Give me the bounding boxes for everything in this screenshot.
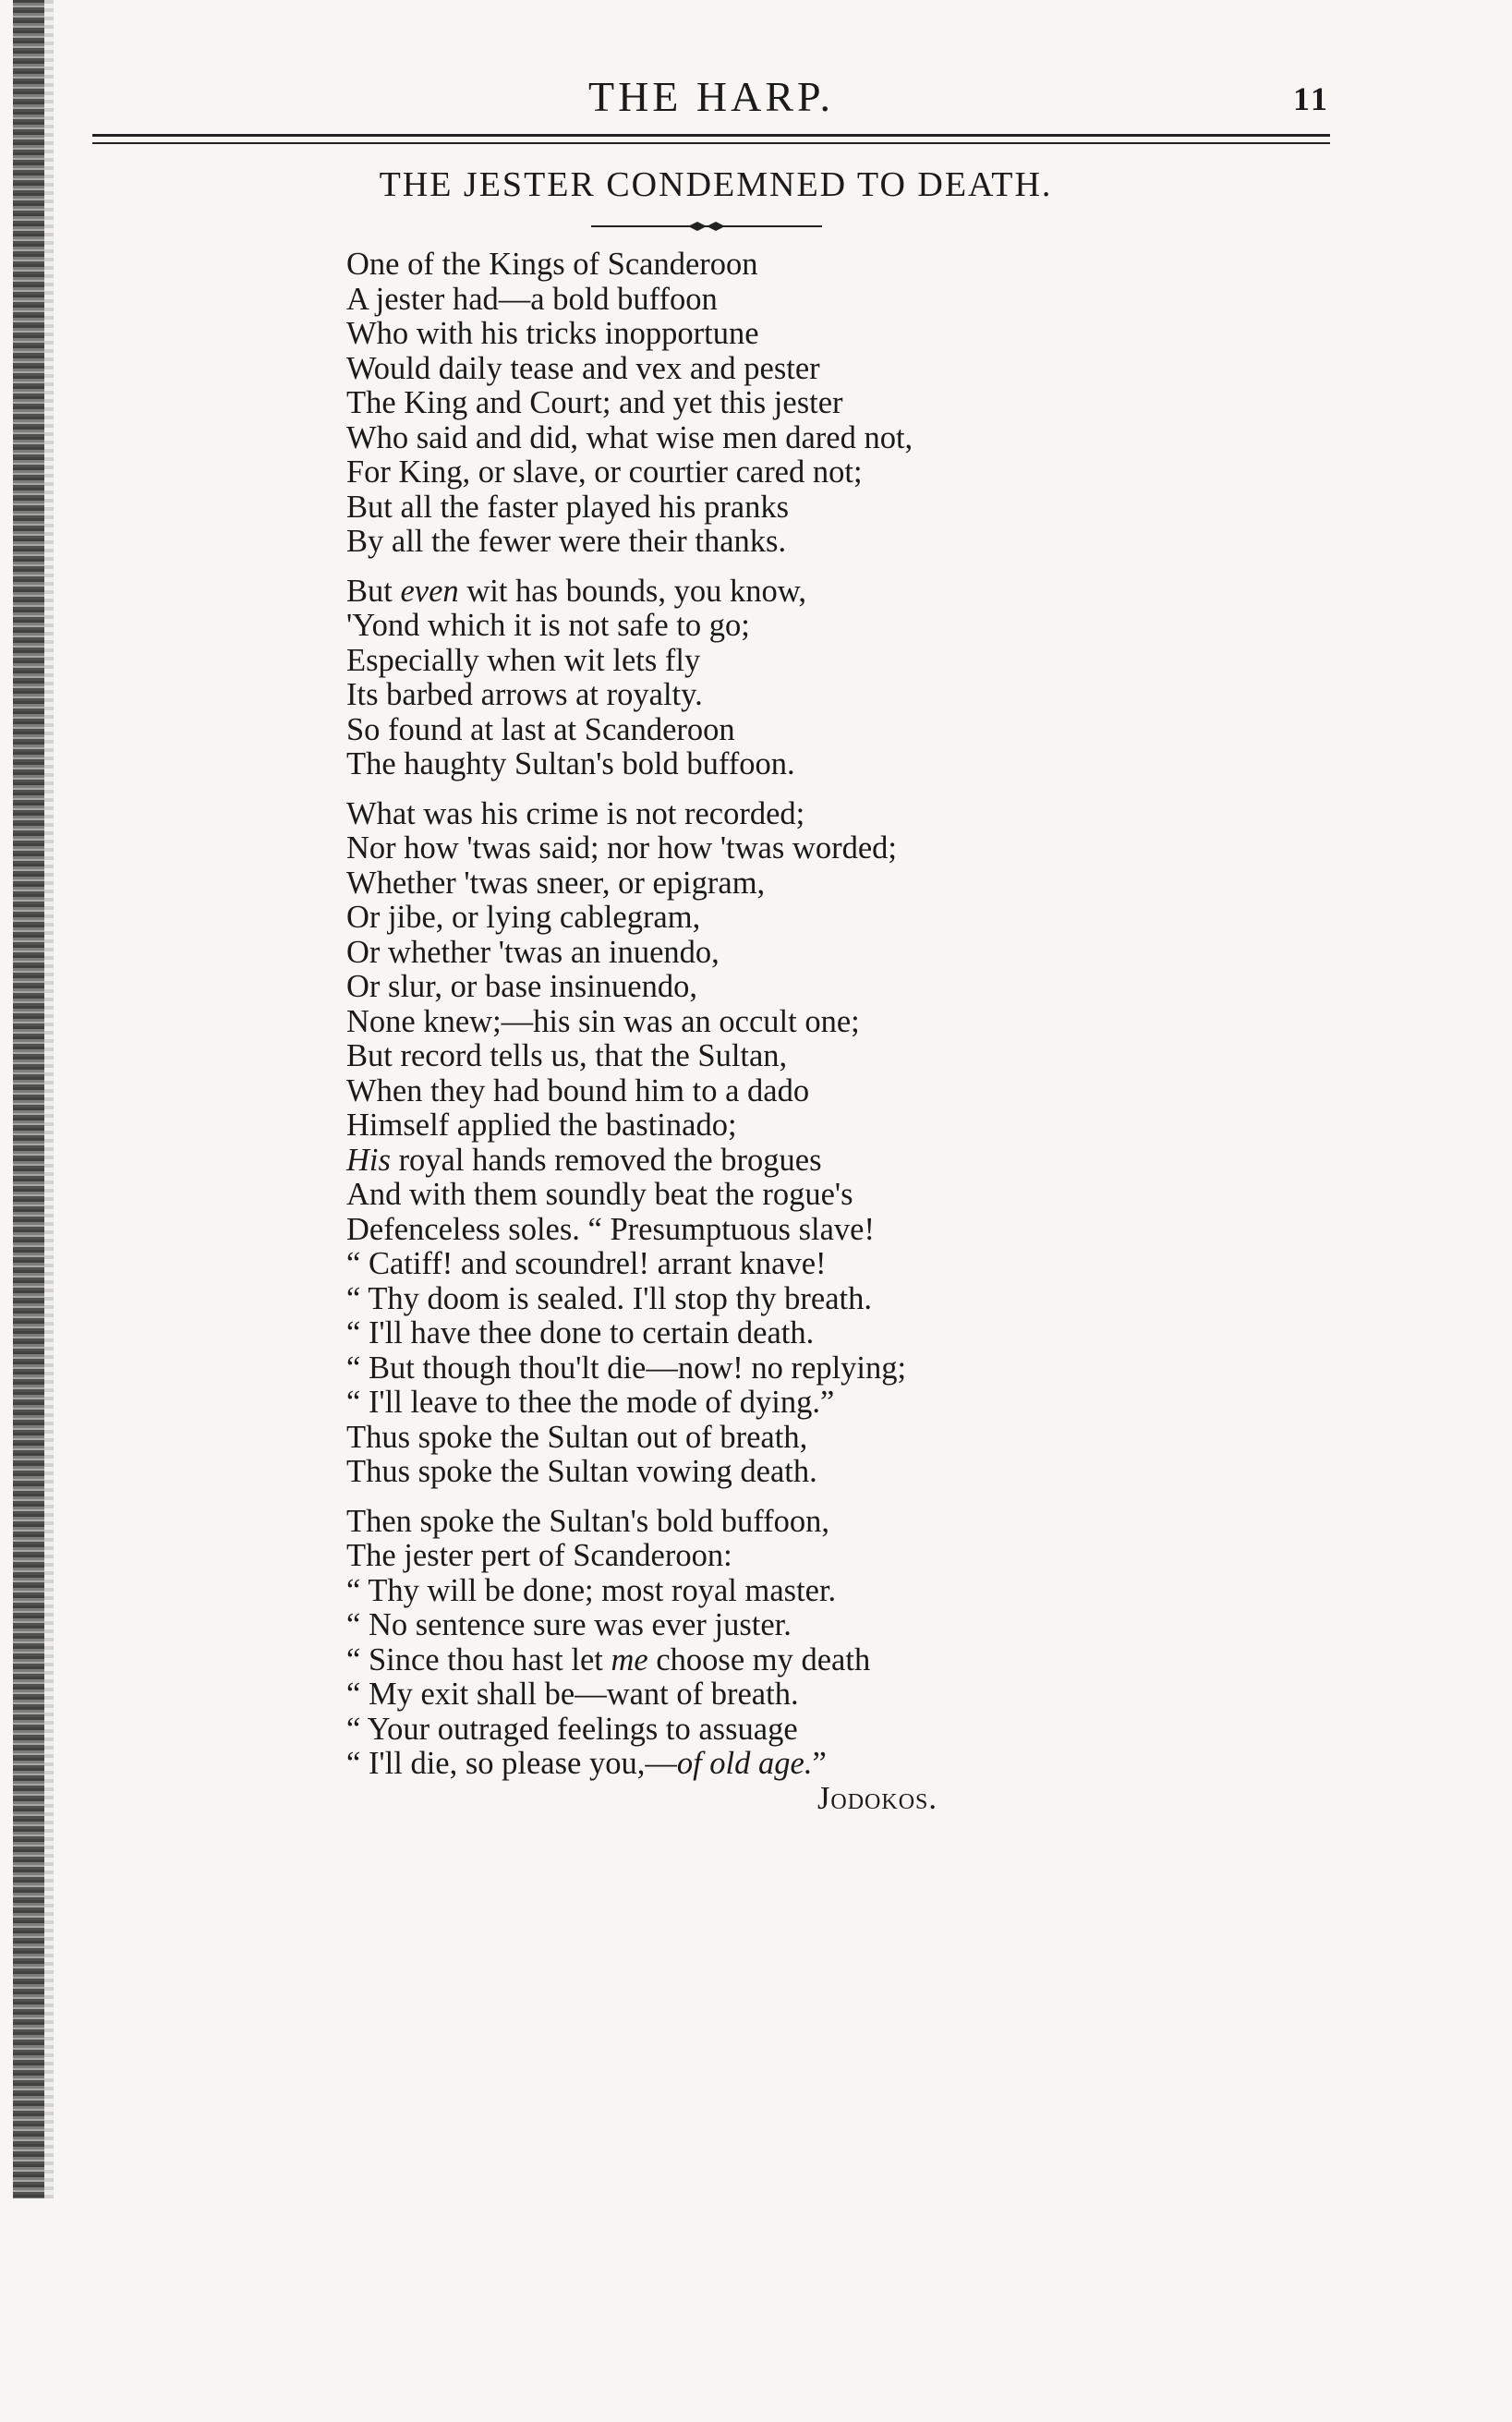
verse-line: “ My exit shall be—want of breath. xyxy=(346,1677,799,1712)
stanza xyxy=(346,248,1270,560)
verse-line: Who said and did, what wise men dared not, xyxy=(346,419,913,455)
verse-line: “ Your outraged feelings to assuage xyxy=(346,1711,798,1747)
emphasis: even xyxy=(400,573,459,609)
verse-line: 'Yond which it is not safe to go; xyxy=(346,608,750,643)
verse-line: Thus spoke the Sultan vowing death. xyxy=(346,1454,817,1489)
verse-line: The King and Court; and yet this jester xyxy=(346,385,843,420)
line-text: “ I'll die, so please you,— xyxy=(346,1746,677,1781)
emphasis: me xyxy=(611,1641,648,1677)
verse-line: Thus spoke the Sultan out of breath, xyxy=(346,1419,808,1455)
stanza xyxy=(346,1505,1270,1817)
line-text: royal hands removed the brogues xyxy=(390,1142,822,1178)
page-number: 11 xyxy=(1292,80,1330,117)
poem-body xyxy=(346,248,1270,1816)
verse-line: Or slur, or base insinuendo, xyxy=(346,969,697,1004)
verse-line: The haughty Sultan's bold buffoon. xyxy=(346,746,795,781)
verse-line: A jester had—a bold buffoon xyxy=(346,281,718,317)
verse-line: “ I'll leave to thee the mode of dying.” xyxy=(346,1385,835,1420)
emphasis: His xyxy=(346,1142,391,1178)
verse-line: Or whether 'twas an inuendo, xyxy=(346,934,720,970)
binding-shadow xyxy=(44,0,54,2198)
binding-edge xyxy=(13,0,44,2198)
verse-line: “ No sentence sure was ever juster. xyxy=(346,1607,792,1642)
verse-line: Its barbed arrows at royalty. xyxy=(346,677,703,712)
verse-line: Then spoke the Sultan's bold buffoon, xyxy=(346,1503,830,1539)
verse-line: “ I'll have thee done to certain death. xyxy=(346,1315,815,1350)
verse-line: What was his crime is not recorded; xyxy=(346,795,805,831)
poem-title: THE JESTER CONDEMNED TO DEATH. xyxy=(379,165,1053,204)
verse-line: Especially when wit lets fly xyxy=(346,642,701,678)
header-rule-bottom xyxy=(92,142,1330,144)
verse-line: Defenceless soles. “ Presumptuous slave! xyxy=(346,1211,875,1247)
header-rule-top xyxy=(92,134,1330,137)
verse-line: Would daily tease and vex and pester xyxy=(346,350,820,386)
stanza xyxy=(346,575,1270,782)
verse-line: But record tells us, that the Sultan, xyxy=(346,1038,788,1073)
verse-line: “ Thy doom is sealed. I'll stop thy breath. xyxy=(346,1280,872,1316)
verse-line: One of the Kings of Scanderoon xyxy=(346,247,758,282)
verse-line xyxy=(346,1144,1270,1179)
verse-line xyxy=(346,1747,1270,1782)
verse-line: Himself applied the bastinado; xyxy=(346,1108,737,1143)
title-ornament xyxy=(591,220,822,233)
page-header xyxy=(92,65,1330,129)
line-text: choose my death xyxy=(647,1641,871,1677)
stanza xyxy=(346,797,1270,1490)
verse-line: So found at last at Scanderoon xyxy=(346,711,735,747)
verse-line: “ Thy will be done; most royal master. xyxy=(346,1572,837,1608)
verse-line: “ But though thou'lt die—now! no replying; xyxy=(346,1350,907,1386)
line-text: ” xyxy=(812,1746,827,1781)
verse-line: For King, or slave, or courtier cared not; xyxy=(346,454,863,490)
verse-line xyxy=(346,575,1270,610)
verse-line: And with them soundly beat the rogue's xyxy=(346,1177,853,1212)
running-title: THE HARP. xyxy=(587,73,835,120)
line-text: But xyxy=(346,573,401,609)
author-signature: Jodokos. xyxy=(816,1780,937,1816)
verse-line: Nor how 'twas said; nor how 'twas worded; xyxy=(346,830,897,866)
verse-line xyxy=(346,1643,1270,1678)
line-text: wit has bounds, you know, xyxy=(458,573,806,609)
line-text: “ Since thou hast let xyxy=(346,1641,611,1677)
verse-line: Who with his tricks inopportune xyxy=(346,316,759,351)
verse-line: Whether 'twas sneer, or epigram, xyxy=(346,865,766,901)
verse-line: Or jibe, or lying cablegram, xyxy=(346,900,701,935)
verse-line: When they had bound him to a dado xyxy=(346,1072,810,1108)
emphasis: of old age. xyxy=(676,1746,813,1781)
verse-line: The jester pert of Scanderoon: xyxy=(346,1538,732,1573)
signature-row xyxy=(346,1782,1270,1817)
verse-line: By all the fewer were their thanks. xyxy=(346,524,787,559)
verse-line: None knew;—his sin was an occult one; xyxy=(346,1003,860,1039)
verse-line: But all the faster played his pranks xyxy=(346,489,790,525)
verse-line: “ Catiff! and scoundrel! arrant knave! xyxy=(346,1246,827,1281)
